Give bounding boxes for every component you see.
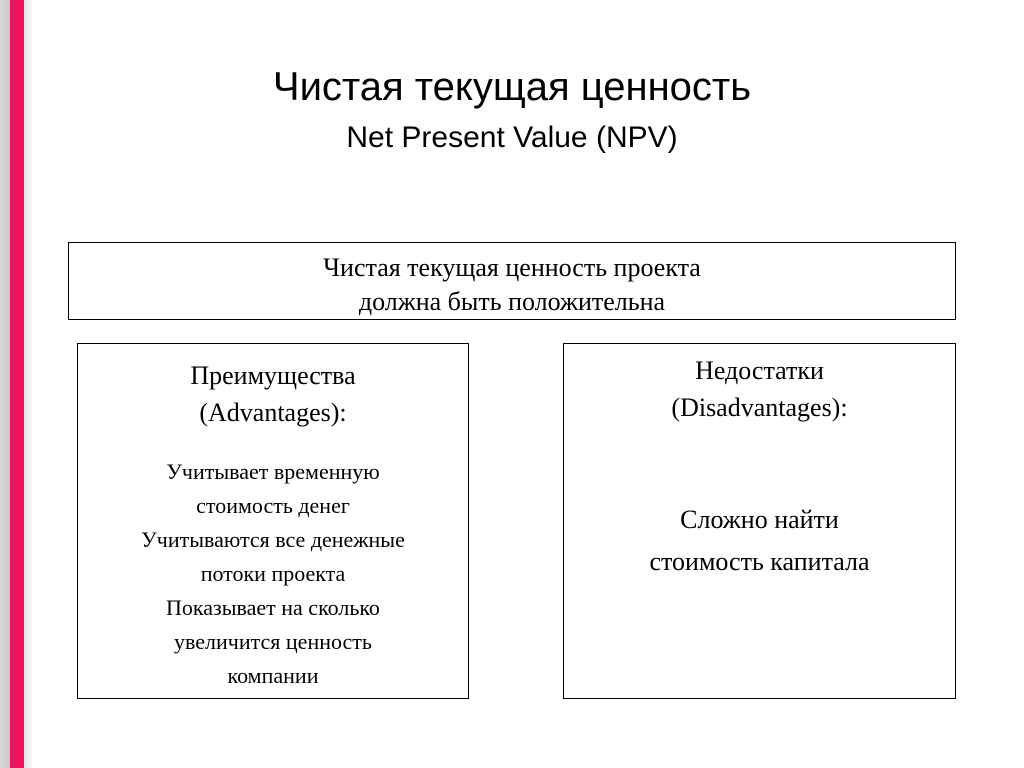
heading-line: (Advantages):	[199, 398, 347, 427]
heading-line: Преимущества	[190, 361, 356, 390]
list-item: потоки проекта	[200, 561, 346, 586]
slide-title	[0, 62, 1024, 158]
list-item: Сложно найти	[680, 505, 839, 534]
advantages-list	[78, 455, 468, 693]
list-item: Учитывает временную	[166, 459, 380, 484]
disadvantages-box	[563, 343, 956, 699]
advantages-box	[77, 343, 469, 699]
npv-rule-box	[68, 242, 956, 320]
disadvantages-heading	[564, 344, 955, 426]
list-item: увеличится ценность	[174, 629, 372, 654]
rule-line: должна быть положительна	[358, 287, 666, 316]
rule-line: Чистая текущая ценность проекта	[323, 253, 701, 282]
list-item: стоимость денег	[196, 493, 350, 518]
list-item: Учитываются все денежные	[141, 527, 405, 552]
heading-line: (Disadvantages):	[671, 393, 848, 422]
list-item: компании	[227, 663, 319, 688]
heading-line: Недостатки	[695, 356, 824, 385]
title-english: Net Present Value (NPV)	[346, 121, 678, 154]
disadvantages-list	[564, 499, 955, 583]
list-item: стоимость капитала	[649, 547, 870, 576]
list-item: Показывает на сколько	[166, 595, 380, 620]
title-russian: Чистая текущая ценность	[272, 65, 752, 109]
advantages-heading	[78, 344, 468, 431]
